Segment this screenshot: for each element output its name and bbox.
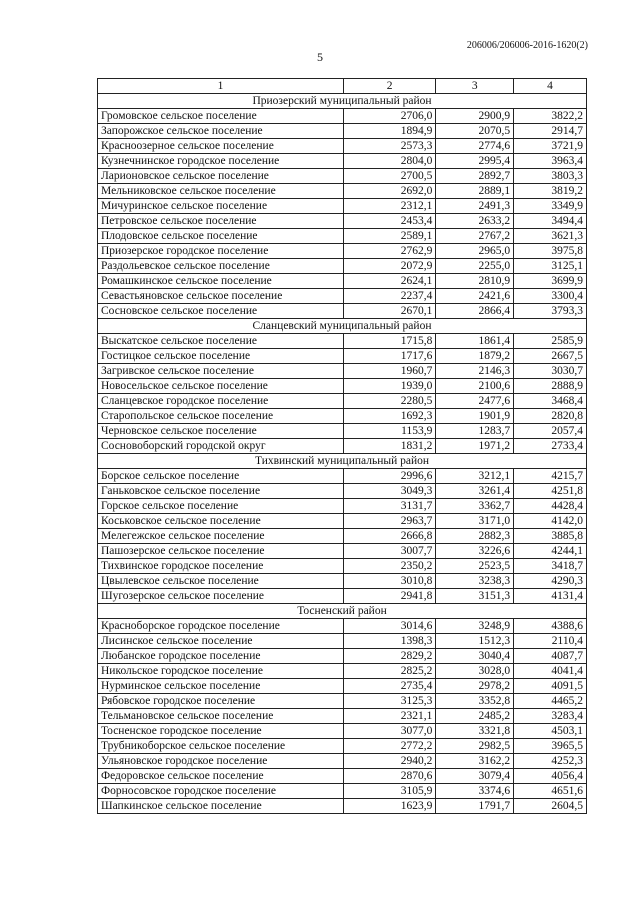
- value-col-3: 2982,5: [436, 739, 514, 754]
- value-col-4: 2604,5: [514, 799, 587, 814]
- table-row: [98, 634, 587, 649]
- value-col-4: 4290,3: [514, 574, 587, 589]
- value-col-4: 4251,8: [514, 484, 587, 499]
- value-col-2: 2706,0: [344, 109, 436, 124]
- table-row: [98, 259, 587, 274]
- table-row: [98, 304, 587, 319]
- value-col-3: 1861,4: [436, 334, 514, 349]
- section-title: Тихвинский муниципальный район: [98, 454, 587, 469]
- table-row: [98, 529, 587, 544]
- settlement-name: Любанское городское поселение: [98, 649, 344, 664]
- table-row: [98, 394, 587, 409]
- table-row: [98, 274, 587, 289]
- table-row: [98, 709, 587, 724]
- value-col-2: 2941,8: [344, 589, 436, 604]
- column-header: 4: [514, 79, 587, 94]
- table-row: [98, 784, 587, 799]
- value-col-3: 2523,5: [436, 559, 514, 574]
- table-row: [98, 349, 587, 364]
- settlement-name: Приозерское городское поселение: [98, 244, 344, 259]
- table-row: [98, 154, 587, 169]
- table-row: [98, 694, 587, 709]
- value-col-4: 3885,8: [514, 529, 587, 544]
- value-col-4: 4252,3: [514, 754, 587, 769]
- value-col-3: 3321,8: [436, 724, 514, 739]
- value-col-2: 1398,3: [344, 634, 436, 649]
- table-row: [98, 559, 587, 574]
- value-col-4: 2057,4: [514, 424, 587, 439]
- value-col-2: 2735,4: [344, 679, 436, 694]
- settlement-name: Новосельское сельское поселение: [98, 379, 344, 394]
- value-col-3: 1971,2: [436, 439, 514, 454]
- section-title: Сланцевский муниципальный район: [98, 319, 587, 334]
- table-row: [98, 244, 587, 259]
- value-col-2: 3010,8: [344, 574, 436, 589]
- value-col-2: 2870,6: [344, 769, 436, 784]
- value-col-2: 1715,8: [344, 334, 436, 349]
- table-row: [98, 769, 587, 784]
- table-row: [98, 124, 587, 139]
- table-row: [98, 574, 587, 589]
- settlement-name: Ганьковское сельское поселение: [98, 484, 344, 499]
- value-col-4: 3975,8: [514, 244, 587, 259]
- value-col-2: 1623,9: [344, 799, 436, 814]
- settlement-name: Тихвинское городское поселение: [98, 559, 344, 574]
- table-row: [98, 199, 587, 214]
- column-header: 1: [98, 79, 344, 94]
- value-col-3: 3352,8: [436, 694, 514, 709]
- value-col-4: 4142,0: [514, 514, 587, 529]
- value-col-4: 4215,7: [514, 469, 587, 484]
- value-col-3: 2774,6: [436, 139, 514, 154]
- value-col-4: 3418,7: [514, 559, 587, 574]
- table-row: [98, 499, 587, 514]
- settlement-name: Старопольское сельское поселение: [98, 409, 344, 424]
- value-col-4: 3468,4: [514, 394, 587, 409]
- table-row: [98, 409, 587, 424]
- value-col-4: 3822,2: [514, 109, 587, 124]
- settlement-name: Тосненское городское поселение: [98, 724, 344, 739]
- table-row: [98, 229, 587, 244]
- value-col-3: 2882,3: [436, 529, 514, 544]
- settlement-name: Лисинское сельское поселение: [98, 634, 344, 649]
- table-row: [98, 649, 587, 664]
- value-col-2: 2624,1: [344, 274, 436, 289]
- value-col-4: 3721,9: [514, 139, 587, 154]
- value-col-4: 4244,1: [514, 544, 587, 559]
- value-col-3: 1283,7: [436, 424, 514, 439]
- table-row: [98, 799, 587, 814]
- value-col-2: 2312,1: [344, 199, 436, 214]
- value-col-3: 2477,6: [436, 394, 514, 409]
- value-col-4: 3819,2: [514, 184, 587, 199]
- value-col-3: 3248,9: [436, 619, 514, 634]
- value-col-4: 3793,3: [514, 304, 587, 319]
- value-col-4: 4091,5: [514, 679, 587, 694]
- table-row: [98, 739, 587, 754]
- value-col-3: 2491,3: [436, 199, 514, 214]
- settlement-name: Пашозерское сельское поселение: [98, 544, 344, 559]
- value-col-2: 3049,3: [344, 484, 436, 499]
- value-col-2: 2692,0: [344, 184, 436, 199]
- section-header-row: [98, 94, 587, 109]
- value-col-4: 2110,4: [514, 634, 587, 649]
- value-col-3: 3374,6: [436, 784, 514, 799]
- page-number: 5: [317, 50, 323, 64]
- section-title: Тосненский район: [98, 604, 587, 619]
- table-row: [98, 469, 587, 484]
- table-row: [98, 754, 587, 769]
- value-col-3: 3212,1: [436, 469, 514, 484]
- value-col-3: 3162,2: [436, 754, 514, 769]
- value-col-3: 2889,1: [436, 184, 514, 199]
- value-col-3: 2100,6: [436, 379, 514, 394]
- table-row: [98, 364, 587, 379]
- value-col-4: 3963,4: [514, 154, 587, 169]
- value-col-2: 2825,2: [344, 664, 436, 679]
- value-col-3: 3079,4: [436, 769, 514, 784]
- value-col-3: 3226,6: [436, 544, 514, 559]
- value-col-2: 2940,2: [344, 754, 436, 769]
- value-col-3: 2900,9: [436, 109, 514, 124]
- column-header: 2: [344, 79, 436, 94]
- settlement-name: Цвылевское сельское поселение: [98, 574, 344, 589]
- table-body: [98, 79, 587, 814]
- data-table: [97, 78, 587, 814]
- settlement-name: Красноборское городское поселение: [98, 619, 344, 634]
- settlement-name: Шугозерское сельское поселение: [98, 589, 344, 604]
- value-col-2: 2829,2: [344, 649, 436, 664]
- value-col-4: 3349,9: [514, 199, 587, 214]
- settlement-name: Сланцевское городское поселение: [98, 394, 344, 409]
- document-id: 206006/206006-2016-1620(2): [466, 40, 588, 51]
- value-col-2: 2963,7: [344, 514, 436, 529]
- settlement-name: Красноозерное сельское поселение: [98, 139, 344, 154]
- table-row: [98, 544, 587, 559]
- value-col-2: 3131,7: [344, 499, 436, 514]
- value-col-2: 1960,7: [344, 364, 436, 379]
- value-col-3: 1901,9: [436, 409, 514, 424]
- settlement-name: Кузнечнинское городское поселение: [98, 154, 344, 169]
- value-col-3: 2485,2: [436, 709, 514, 724]
- settlement-name: Плодовское сельское поселение: [98, 229, 344, 244]
- table-row: [98, 169, 587, 184]
- value-col-2: 3077,0: [344, 724, 436, 739]
- value-col-4: 4131,4: [514, 589, 587, 604]
- value-col-3: 2633,2: [436, 214, 514, 229]
- value-col-2: 2350,2: [344, 559, 436, 574]
- value-col-2: 3014,6: [344, 619, 436, 634]
- table-row: [98, 664, 587, 679]
- value-col-4: 2667,5: [514, 349, 587, 364]
- value-col-2: 2772,2: [344, 739, 436, 754]
- value-col-3: 3040,4: [436, 649, 514, 664]
- table-row: [98, 724, 587, 739]
- settlement-name: Севастьяновское сельское поселение: [98, 289, 344, 304]
- settlement-name: Ромашкинское сельское поселение: [98, 274, 344, 289]
- value-col-3: 2810,9: [436, 274, 514, 289]
- settlement-name: Нурминское сельское поселение: [98, 679, 344, 694]
- table-row: [98, 289, 587, 304]
- value-col-4: 3803,3: [514, 169, 587, 184]
- value-col-4: 3621,3: [514, 229, 587, 244]
- column-header: 3: [436, 79, 514, 94]
- value-col-3: 2978,2: [436, 679, 514, 694]
- value-col-4: 3494,4: [514, 214, 587, 229]
- table-row: [98, 439, 587, 454]
- value-col-4: 2888,9: [514, 379, 587, 394]
- table-row: [98, 619, 587, 634]
- settlement-name: Коськовское сельское поселение: [98, 514, 344, 529]
- value-col-2: 2670,1: [344, 304, 436, 319]
- value-col-2: 2666,8: [344, 529, 436, 544]
- section-header-row: [98, 319, 587, 334]
- value-col-4: 3965,5: [514, 739, 587, 754]
- table-row: [98, 679, 587, 694]
- value-col-3: 2995,4: [436, 154, 514, 169]
- value-col-4: 3283,4: [514, 709, 587, 724]
- settlement-name: Рябовское городское поселение: [98, 694, 344, 709]
- section-header-row: [98, 454, 587, 469]
- value-col-2: 2762,9: [344, 244, 436, 259]
- settlement-name: Ларионовское сельское поселение: [98, 169, 344, 184]
- value-col-2: 3105,9: [344, 784, 436, 799]
- settlement-name: Сосновоборский городской округ: [98, 439, 344, 454]
- settlement-name: Форносовское городское поселение: [98, 784, 344, 799]
- settlement-name: Мельниковское сельское поселение: [98, 184, 344, 199]
- value-col-4: 3030,7: [514, 364, 587, 379]
- value-col-2: 1894,9: [344, 124, 436, 139]
- value-col-3: 1879,2: [436, 349, 514, 364]
- table-row: [98, 514, 587, 529]
- settlement-name: Трубникоборское сельское поселение: [98, 739, 344, 754]
- settlement-name: Сосновское сельское поселение: [98, 304, 344, 319]
- value-col-2: 2804,0: [344, 154, 436, 169]
- settlement-name: Горское сельское поселение: [98, 499, 344, 514]
- value-col-3: 3238,3: [436, 574, 514, 589]
- value-col-3: 2767,2: [436, 229, 514, 244]
- value-col-4: 4651,6: [514, 784, 587, 799]
- value-col-2: 2072,9: [344, 259, 436, 274]
- settlement-name: Шапкинское сельское поселение: [98, 799, 344, 814]
- settlement-name: Гостицкое сельское поселение: [98, 349, 344, 364]
- table-row: [98, 589, 587, 604]
- value-col-2: 1153,9: [344, 424, 436, 439]
- value-col-2: 3007,7: [344, 544, 436, 559]
- value-col-2: 2321,1: [344, 709, 436, 724]
- value-col-3: 3261,4: [436, 484, 514, 499]
- settlement-name: Мичуринское сельское поселение: [98, 199, 344, 214]
- value-col-3: 2146,3: [436, 364, 514, 379]
- column-header-row: [98, 79, 587, 94]
- value-col-4: 2733,4: [514, 439, 587, 454]
- settlement-name: Никольское городское поселение: [98, 664, 344, 679]
- value-col-2: 3125,3: [344, 694, 436, 709]
- value-col-4: 3300,4: [514, 289, 587, 304]
- settlement-name: Выскатское сельское поселение: [98, 334, 344, 349]
- value-col-4: 4087,7: [514, 649, 587, 664]
- section-header-row: [98, 604, 587, 619]
- settlement-name: Черновское сельское поселение: [98, 424, 344, 439]
- value-col-4: 4041,4: [514, 664, 587, 679]
- settlement-name: Федоровское сельское поселение: [98, 769, 344, 784]
- value-col-3: 2892,7: [436, 169, 514, 184]
- table-row: [98, 334, 587, 349]
- value-col-3: 2421,6: [436, 289, 514, 304]
- table-row: [98, 139, 587, 154]
- settlement-name: Ульяновское городское поселение: [98, 754, 344, 769]
- settlement-name: Громовское сельское поселение: [98, 109, 344, 124]
- value-col-4: 3699,9: [514, 274, 587, 289]
- value-col-2: 2237,4: [344, 289, 436, 304]
- value-col-3: 2965,0: [436, 244, 514, 259]
- table-row: [98, 109, 587, 124]
- value-col-3: 2255,0: [436, 259, 514, 274]
- table-row: [98, 379, 587, 394]
- value-col-2: 2996,6: [344, 469, 436, 484]
- value-col-3: 3362,7: [436, 499, 514, 514]
- value-col-2: 1692,3: [344, 409, 436, 424]
- value-col-2: 2280,5: [344, 394, 436, 409]
- value-col-4: 4388,6: [514, 619, 587, 634]
- value-col-3: 2866,4: [436, 304, 514, 319]
- value-col-3: 3028,0: [436, 664, 514, 679]
- value-col-3: 2070,5: [436, 124, 514, 139]
- settlement-name: Петровское сельское поселение: [98, 214, 344, 229]
- value-col-2: 2453,4: [344, 214, 436, 229]
- value-col-4: 2585,9: [514, 334, 587, 349]
- section-title: Приозерский муниципальный район: [98, 94, 587, 109]
- settlement-name: Борское сельское поселение: [98, 469, 344, 484]
- value-col-4: 2914,7: [514, 124, 587, 139]
- value-col-2: 2573,3: [344, 139, 436, 154]
- value-col-2: 2589,1: [344, 229, 436, 244]
- table-row: [98, 424, 587, 439]
- value-col-2: 1717,6: [344, 349, 436, 364]
- value-col-4: 4428,4: [514, 499, 587, 514]
- value-col-4: 4056,4: [514, 769, 587, 784]
- table-row: [98, 214, 587, 229]
- value-col-3: 1791,7: [436, 799, 514, 814]
- settlement-name: Раздольевское сельское поселение: [98, 259, 344, 274]
- settlement-name: Запорожское сельское поселение: [98, 124, 344, 139]
- value-col-3: 1512,3: [436, 634, 514, 649]
- value-col-3: 3151,3: [436, 589, 514, 604]
- value-col-4: 4465,2: [514, 694, 587, 709]
- settlement-name: Загривское сельское поселение: [98, 364, 344, 379]
- value-col-4: 2820,8: [514, 409, 587, 424]
- value-col-4: 3125,1: [514, 259, 587, 274]
- value-col-2: 2700,5: [344, 169, 436, 184]
- table-row: [98, 184, 587, 199]
- table-row: [98, 484, 587, 499]
- settlement-name: Тельмановское сельское поселение: [98, 709, 344, 724]
- settlement-name: Мелегежское сельское поселение: [98, 529, 344, 544]
- value-col-2: 1939,0: [344, 379, 436, 394]
- value-col-3: 3171,0: [436, 514, 514, 529]
- value-col-4: 4503,1: [514, 724, 587, 739]
- value-col-2: 1831,2: [344, 439, 436, 454]
